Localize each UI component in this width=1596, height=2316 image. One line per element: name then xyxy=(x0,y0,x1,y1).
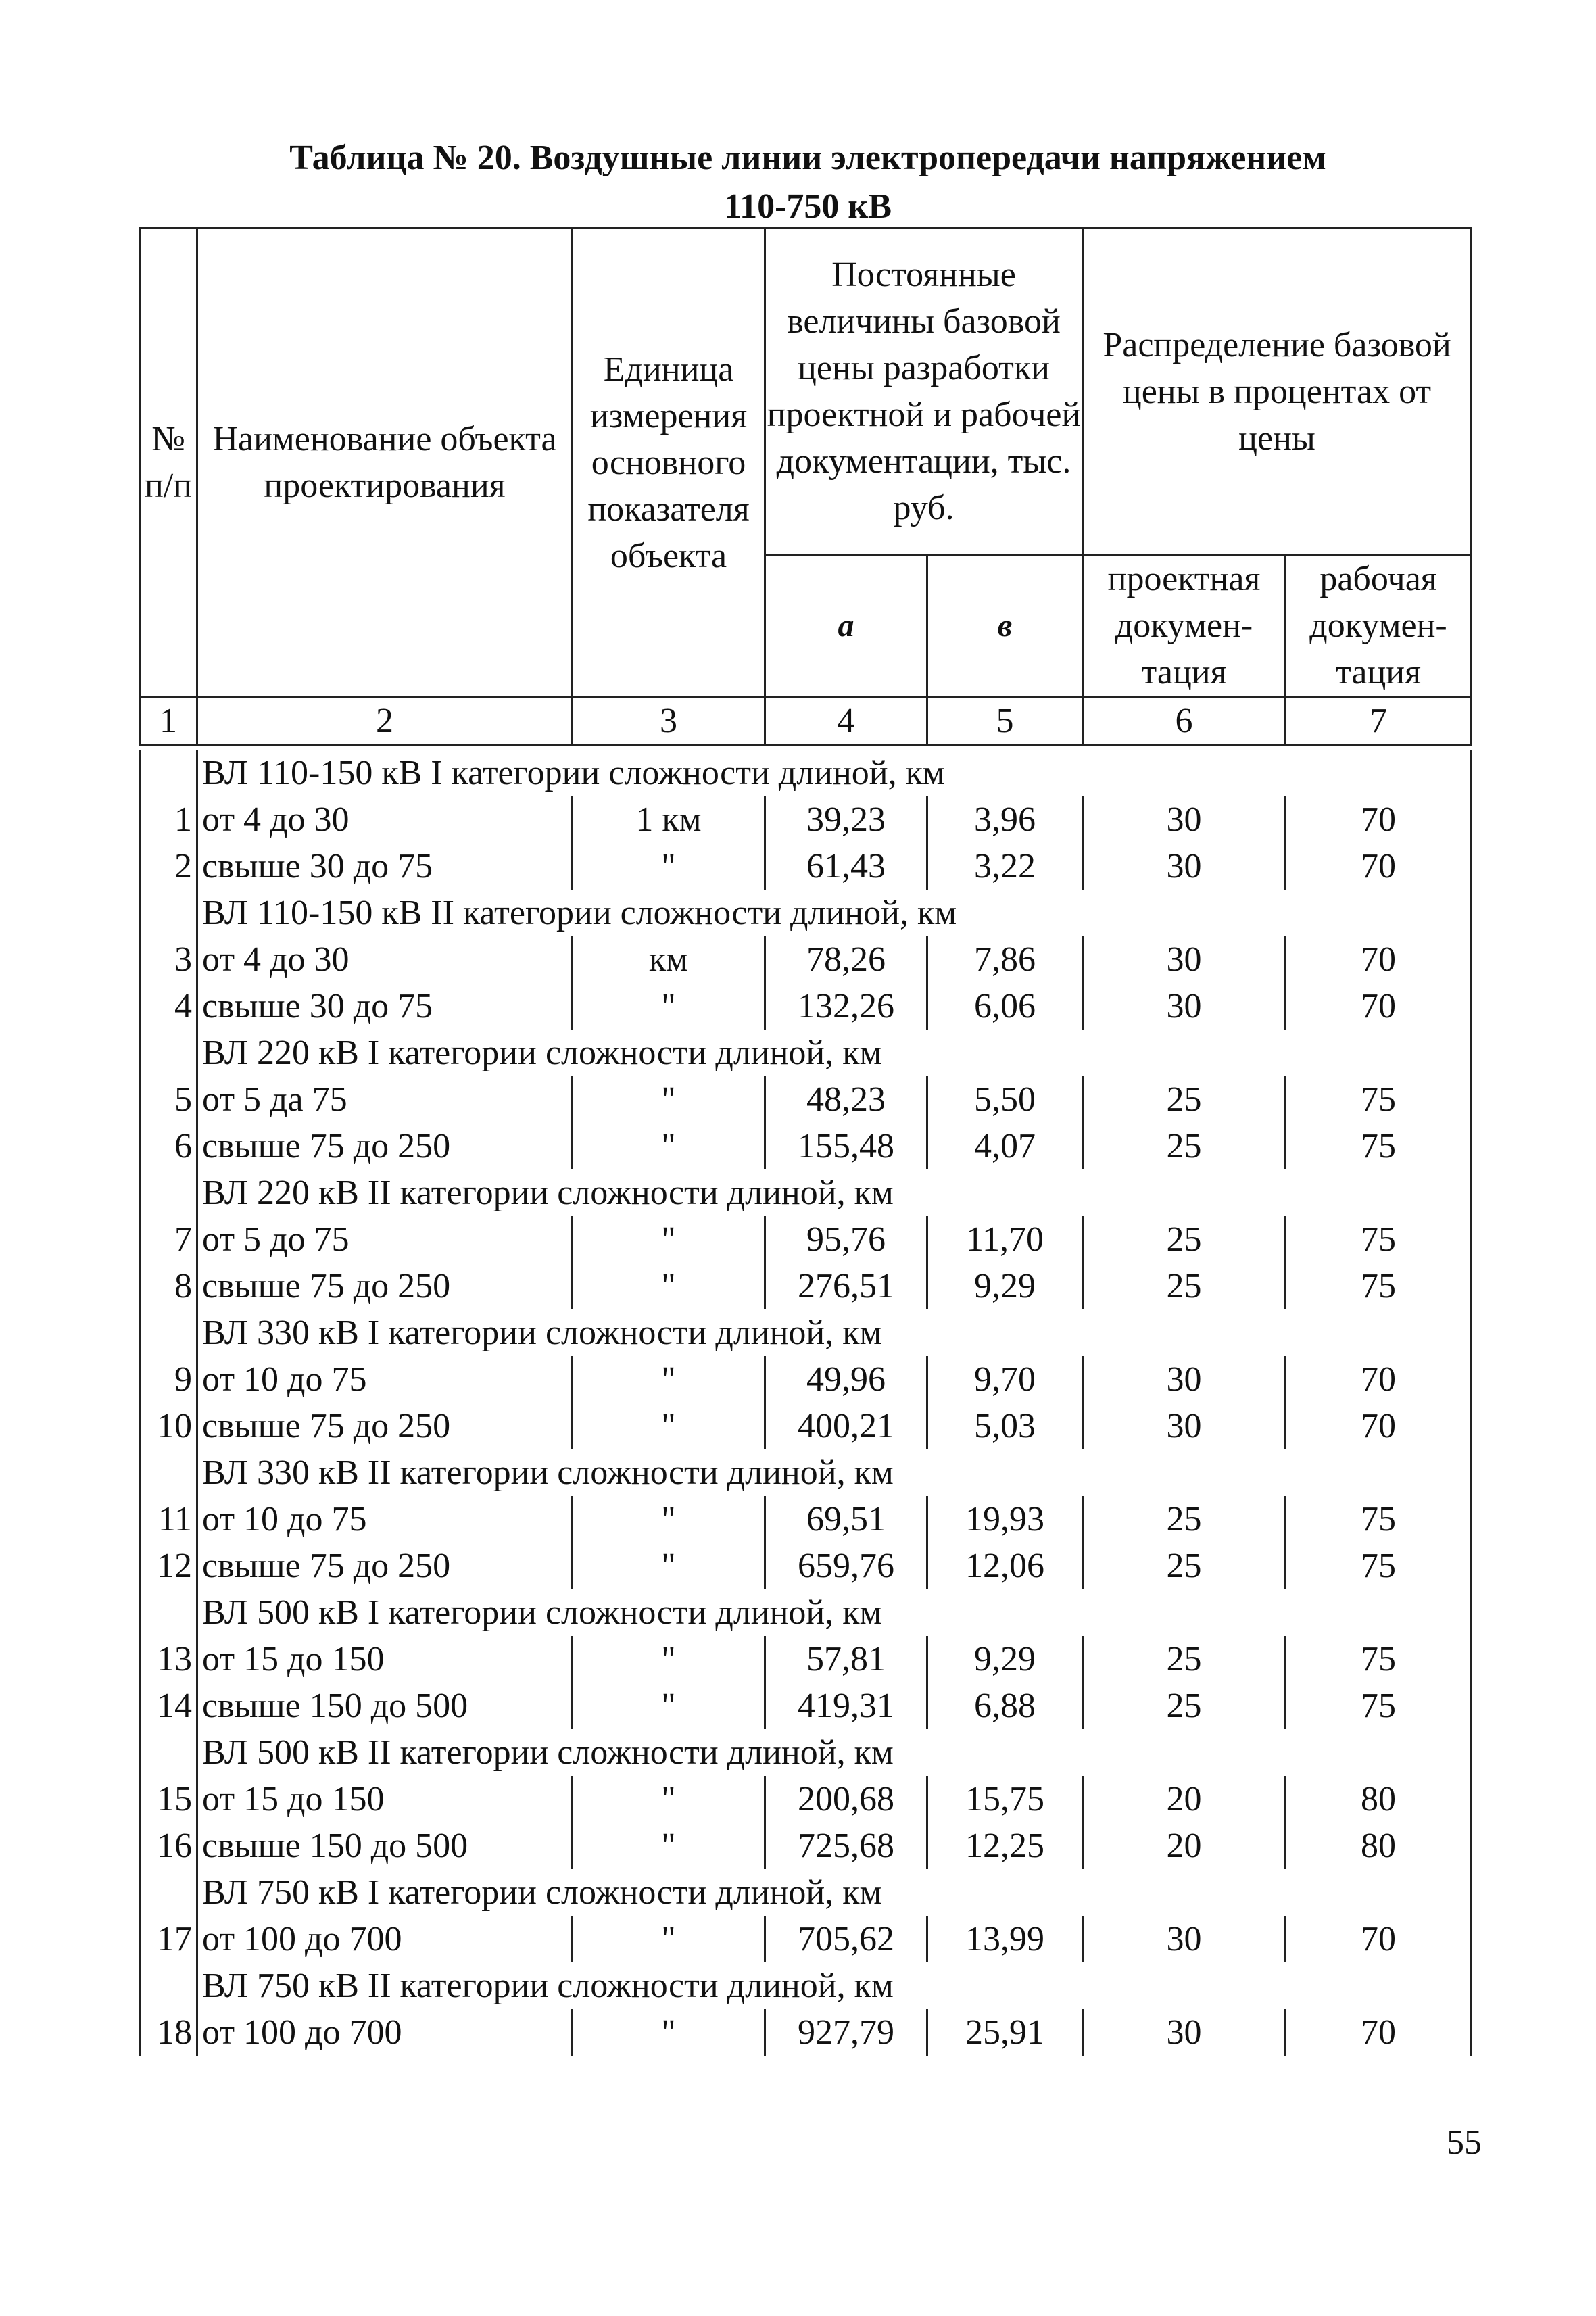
row-unit: " xyxy=(573,843,765,890)
row-working-percent: 70 xyxy=(1286,936,1472,983)
row-number: 4 xyxy=(140,983,197,1030)
row-value-a: 49,96 xyxy=(765,1356,927,1403)
header-number-cell: 4 xyxy=(765,697,927,746)
group-number-cell xyxy=(140,1169,197,1216)
row-unit: " xyxy=(573,1823,765,1869)
row-name: от 100 до 700 xyxy=(197,1916,573,1962)
table-row xyxy=(140,1216,1472,1263)
header-sub-a: а xyxy=(765,555,927,697)
group-title: ВЛ 750 кВ II категории сложности длиной, км xyxy=(197,1962,1472,2009)
row-number: 2 xyxy=(140,843,197,890)
table-group-row xyxy=(140,1169,1472,1216)
group-number-cell xyxy=(140,890,197,936)
row-name: свыше 75 до 250 xyxy=(197,1403,573,1449)
group-title: ВЛ 750 кВ I категории сложности длиной, км xyxy=(197,1869,1472,1916)
row-value-a: 57,81 xyxy=(765,1636,927,1683)
row-number: 9 xyxy=(140,1356,197,1403)
table-header xyxy=(139,227,1472,746)
group-title: ВЛ 220 кВ I категории сложности длиной, км xyxy=(197,1030,1472,1076)
group-title: ВЛ 330 кВ II категории сложности длиной, км xyxy=(197,1449,1472,1496)
table-row xyxy=(140,936,1472,983)
row-working-percent: 80 xyxy=(1286,1776,1472,1823)
table-row xyxy=(140,1683,1472,1729)
group-number-cell xyxy=(140,1449,197,1496)
row-value-b: 5,50 xyxy=(927,1076,1083,1123)
row-name: от 10 до 75 xyxy=(197,1496,573,1543)
row-number: 6 xyxy=(140,1123,197,1169)
row-name: от 5 до 75 xyxy=(197,1216,573,1263)
row-value-a: 61,43 xyxy=(765,843,927,890)
row-number: 8 xyxy=(140,1263,197,1309)
group-title: ВЛ 500 кВ II категории сложности длиной, км xyxy=(197,1729,1472,1776)
row-name: свыше 150 до 500 xyxy=(197,1683,573,1729)
row-value-b: 13,99 xyxy=(927,1916,1083,1962)
header-sub-b: в xyxy=(927,555,1083,697)
row-working-percent: 75 xyxy=(1286,1076,1472,1123)
header-number-cell: 5 xyxy=(927,697,1083,746)
header-col-name: Наименование объекта проектирования xyxy=(197,228,573,697)
row-value-a: 419,31 xyxy=(765,1683,927,1729)
table-row xyxy=(140,1123,1472,1169)
row-value-a: 78,26 xyxy=(765,936,927,983)
page-number: 55 xyxy=(1447,2123,1482,2162)
row-working-percent: 70 xyxy=(1286,1403,1472,1449)
table-body xyxy=(139,750,1472,2056)
table-row xyxy=(140,1543,1472,1589)
row-value-a: 48,23 xyxy=(765,1076,927,1123)
row-value-b: 12,06 xyxy=(927,1543,1083,1589)
table-row xyxy=(140,1916,1472,1962)
group-number-cell xyxy=(140,1589,197,1636)
table-row xyxy=(140,1356,1472,1403)
row-value-b: 15,75 xyxy=(927,1776,1083,1823)
table-row xyxy=(140,1263,1472,1309)
row-name: от 5 да 75 xyxy=(197,1076,573,1123)
group-title: ВЛ 500 кВ I категории сложности длиной, км xyxy=(197,1589,1472,1636)
row-design-percent: 30 xyxy=(1083,1916,1286,1962)
row-design-percent: 30 xyxy=(1083,983,1286,1030)
header-number-cell: 7 xyxy=(1286,697,1472,746)
table-row xyxy=(140,983,1472,1030)
header-sub-design-docs: проектная докумен-тация xyxy=(1083,555,1286,697)
group-title: ВЛ 220 кВ II категории сложности длиной, км xyxy=(197,1169,1472,1216)
row-working-percent: 80 xyxy=(1286,1823,1472,1869)
row-working-percent: 70 xyxy=(1286,843,1472,890)
row-name: от 15 до 150 xyxy=(197,1776,573,1823)
row-value-b: 6,06 xyxy=(927,983,1083,1030)
row-value-a: 200,68 xyxy=(765,1776,927,1823)
row-value-a: 276,51 xyxy=(765,1263,927,1309)
row-unit: " xyxy=(573,1776,765,1823)
table-row xyxy=(140,1496,1472,1543)
row-working-percent: 75 xyxy=(1286,1216,1472,1263)
group-number-cell xyxy=(140,1869,197,1916)
row-value-a: 39,23 xyxy=(765,796,927,843)
row-unit: " xyxy=(573,1636,765,1683)
row-number: 16 xyxy=(140,1823,197,1869)
table-row xyxy=(140,1823,1472,1869)
row-design-percent: 30 xyxy=(1083,843,1286,890)
row-design-percent: 25 xyxy=(1083,1636,1286,1683)
table-group-row xyxy=(140,1869,1472,1916)
row-design-percent: 30 xyxy=(1083,1356,1286,1403)
row-number: 1 xyxy=(140,796,197,843)
table-title xyxy=(135,134,1480,231)
row-number: 11 xyxy=(140,1496,197,1543)
row-unit: " xyxy=(573,983,765,1030)
table-row xyxy=(140,796,1472,843)
row-design-percent: 20 xyxy=(1083,1823,1286,1869)
row-design-percent: 20 xyxy=(1083,1776,1286,1823)
group-title: ВЛ 110-150 кВ II категории сложности длиной, км xyxy=(197,890,1472,936)
row-value-b: 3,22 xyxy=(927,843,1083,890)
table-row xyxy=(140,1776,1472,1823)
row-name: свыше 75 до 250 xyxy=(197,1263,573,1309)
row-design-percent: 25 xyxy=(1083,1076,1286,1123)
header-number-cell: 1 xyxy=(140,697,197,746)
row-name: от 4 до 30 xyxy=(197,936,573,983)
group-number-cell xyxy=(140,1729,197,1776)
row-value-b: 19,93 xyxy=(927,1496,1083,1543)
row-value-b: 5,03 xyxy=(927,1403,1083,1449)
row-working-percent: 75 xyxy=(1286,1496,1472,1543)
row-design-percent: 25 xyxy=(1083,1216,1286,1263)
row-value-b: 9,70 xyxy=(927,1356,1083,1403)
row-unit: " xyxy=(573,1356,765,1403)
row-value-b: 25,91 xyxy=(927,2009,1083,2056)
row-unit: км xyxy=(573,936,765,983)
row-design-percent: 25 xyxy=(1083,1123,1286,1169)
row-working-percent: 75 xyxy=(1286,1123,1472,1169)
row-value-b: 11,70 xyxy=(927,1216,1083,1263)
table-group-row xyxy=(140,1030,1472,1076)
table-title-line1: Таблица № 20. Воздушные линии электропередачи напряжением xyxy=(289,139,1326,177)
row-unit: " xyxy=(573,1683,765,1729)
row-number: 7 xyxy=(140,1216,197,1263)
row-number: 15 xyxy=(140,1776,197,1823)
table-title-line2: 110-750 кВ xyxy=(723,187,892,226)
row-unit: " xyxy=(573,1403,765,1449)
row-number: 5 xyxy=(140,1076,197,1123)
row-design-percent: 25 xyxy=(1083,1543,1286,1589)
header-number-cell: 3 xyxy=(573,697,765,746)
row-number: 12 xyxy=(140,1543,197,1589)
table-group-row xyxy=(140,1449,1472,1496)
row-number: 18 xyxy=(140,2009,197,2056)
table-group-row xyxy=(140,750,1472,796)
group-title: ВЛ 330 кВ I категории сложности длиной, км xyxy=(197,1309,1472,1356)
table-group-row xyxy=(140,1729,1472,1776)
header-sub-working-docs: рабочая докумен-тация xyxy=(1286,555,1472,697)
header-col-number: № п/п xyxy=(140,228,197,697)
row-value-a: 132,26 xyxy=(765,983,927,1030)
row-number: 13 xyxy=(140,1636,197,1683)
header-col-base-price: Постоянные величины базовой цены разработки проектной и рабочей документации, тыс. руб. xyxy=(765,228,1083,555)
row-value-b: 12,25 xyxy=(927,1823,1083,1869)
row-unit: " xyxy=(573,1496,765,1543)
row-value-a: 155,48 xyxy=(765,1123,927,1169)
table-group-row xyxy=(140,890,1472,936)
row-name: свыше 30 до 75 xyxy=(197,983,573,1030)
header-col-unit: Единица измерения основного показателя объекта xyxy=(573,228,765,697)
header-number-cell: 2 xyxy=(197,697,573,746)
table-group-row xyxy=(140,1309,1472,1356)
row-design-percent: 30 xyxy=(1083,936,1286,983)
header-number-row xyxy=(140,697,1472,746)
row-name: от 10 до 75 xyxy=(197,1356,573,1403)
row-unit: " xyxy=(573,1263,765,1309)
group-number-cell xyxy=(140,1962,197,2009)
row-working-percent: 75 xyxy=(1286,1263,1472,1309)
group-number-cell xyxy=(140,1309,197,1356)
table-row xyxy=(140,1403,1472,1449)
row-working-percent: 70 xyxy=(1286,2009,1472,2056)
row-value-a: 69,51 xyxy=(765,1496,927,1543)
group-title: ВЛ 110-150 кВ I категории сложности длиной, км xyxy=(197,750,1472,796)
row-value-a: 95,76 xyxy=(765,1216,927,1263)
row-design-percent: 30 xyxy=(1083,796,1286,843)
row-working-percent: 75 xyxy=(1286,1636,1472,1683)
row-working-percent: 75 xyxy=(1286,1543,1472,1589)
row-value-a: 400,21 xyxy=(765,1403,927,1449)
group-number-cell xyxy=(140,1030,197,1076)
row-value-b: 6,88 xyxy=(927,1683,1083,1729)
table-row xyxy=(140,1076,1472,1123)
group-number-cell xyxy=(140,750,197,796)
row-value-b: 9,29 xyxy=(927,1636,1083,1683)
row-value-b: 9,29 xyxy=(927,1263,1083,1309)
row-value-a: 705,62 xyxy=(765,1916,927,1962)
row-design-percent: 30 xyxy=(1083,2009,1286,2056)
row-design-percent: 25 xyxy=(1083,1683,1286,1729)
row-value-b: 3,96 xyxy=(927,796,1083,843)
row-design-percent: 30 xyxy=(1083,1403,1286,1449)
row-unit: " xyxy=(573,1123,765,1169)
row-number: 17 xyxy=(140,1916,197,1962)
row-number: 3 xyxy=(140,936,197,983)
row-working-percent: 70 xyxy=(1286,1916,1472,1962)
table-row xyxy=(140,843,1472,890)
row-unit: " xyxy=(573,1543,765,1589)
row-working-percent: 75 xyxy=(1286,1683,1472,1729)
row-number: 10 xyxy=(140,1403,197,1449)
row-working-percent: 70 xyxy=(1286,796,1472,843)
row-unit: " xyxy=(573,1916,765,1962)
header-number-cell: 6 xyxy=(1083,697,1286,746)
row-name: от 15 до 150 xyxy=(197,1636,573,1683)
table-group-row xyxy=(140,1962,1472,2009)
row-unit: " xyxy=(573,1216,765,1263)
header-col-distribution: Распределение базовой цены в процентах от цены xyxy=(1083,228,1472,555)
row-name: свыше 75 до 250 xyxy=(197,1123,573,1169)
row-unit: " xyxy=(573,2009,765,2056)
row-name: от 4 до 30 xyxy=(197,796,573,843)
row-working-percent: 70 xyxy=(1286,983,1472,1030)
table-row xyxy=(140,1636,1472,1683)
row-number: 14 xyxy=(140,1683,197,1729)
row-value-a: 725,68 xyxy=(765,1823,927,1869)
row-name: свыше 30 до 75 xyxy=(197,843,573,890)
row-design-percent: 25 xyxy=(1083,1263,1286,1309)
row-unit: " xyxy=(573,1076,765,1123)
row-working-percent: 70 xyxy=(1286,1356,1472,1403)
row-value-a: 659,76 xyxy=(765,1543,927,1589)
row-design-percent: 25 xyxy=(1083,1496,1286,1543)
row-value-b: 7,86 xyxy=(927,936,1083,983)
table-group-row xyxy=(140,1589,1472,1636)
row-value-b: 4,07 xyxy=(927,1123,1083,1169)
row-name: свыше 150 до 500 xyxy=(197,1823,573,1869)
row-name: от 100 до 700 xyxy=(197,2009,573,2056)
row-unit: 1 км xyxy=(573,796,765,843)
row-value-a: 927,79 xyxy=(765,2009,927,2056)
row-name: свыше 75 до 250 xyxy=(197,1543,573,1589)
table-row xyxy=(140,2009,1472,2056)
